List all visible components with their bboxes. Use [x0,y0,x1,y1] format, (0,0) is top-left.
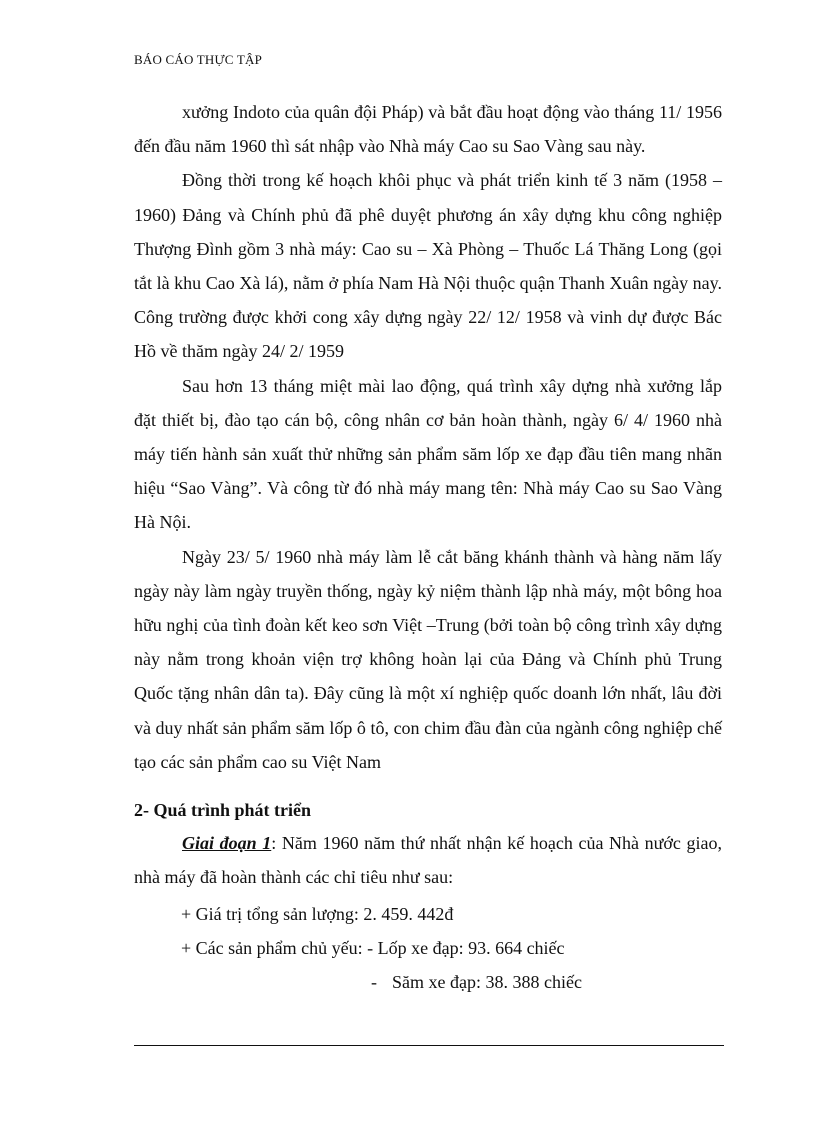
tubes-line: Săm xe đạp: 38. 388 chiếc [392,972,582,992]
tubes-dash: - [371,972,377,992]
section-title: 2- Quá trình phát triển [134,800,312,820]
stage-1-label: Giai đoạn 1 [182,833,272,853]
paragraph-3: Sau hơn 13 tháng miệt mài lao động, quá trình xây dựng nhà xưởng lắp đặt thiết bị, đào tạo cán bộ, công nhân cơ bản hoàn thành, ngày 6/ 4/ 1960 nhà máy tiến hành sản xuất thử những sản phẩm săm lốp xe đạp đầu tiên mang nhãn hiệu “Sao Vàng”. Và công từ đó nhà máy mang tên: Nhà máy Cao su Sao Vàng Hà Nội. [134,375,722,533]
stage-1-text: : Năm 1960 năm thứ nhất nhận kế hoạch của Nhà nước giao, nhà máy đã hoàn thành các chỉ tiêu như sau: [134,833,723,888]
paragraph-4: Ngày 23/ 5/ 1960 nhà máy làm lễ cắt băng khánh thành và hàng năm lấy ngày này làm ngày truyền thống, ngày kỷ niệm thành lập nhà máy, một bông hoa hữu nghị của tình đoàn kết keo sơn Việt –Trung (bởi toàn bộ công trình xây dựng này nằm trong khoản viện trợ không hoàn lại của Đảng và Chính phủ Trung Quốc tặng nhân dân ta). Đây cũng là một xí nghiệp quốc doanh lớn nhất, lâu đời và duy nhất sản phẩm săm lốp ô tô, con chim đầu đàn của ngành công nghiệp chế tạo các sản phẩm cao su Việt Nam [134,546,722,772]
stage-1-paragraph [134,826,722,894]
total-value-line: + Giá trị tổng sản lượng: 2. 459. 442đ [181,904,454,924]
document-body [134,95,722,779]
page-header: BÁO CÁO THỰC TẬP [134,52,263,67]
main-products-line: + Các sản phẩm chủ yếu: - Lốp xe đạp: 93. 664 chiếc [181,938,565,958]
paragraph-1: xưởng Indoto của quân đội Pháp) và bắt đầu hoạt động vào tháng 11/ 1956 đến đầu năm 1960 thì sát nhập vào Nhà máy Cao su Sao Vàng sau này. [134,102,722,157]
footer-rule [134,1045,724,1046]
paragraph-2: Đồng thời trong kế hoạch khôi phục và phát triển kinh tế 3 năm (1958 – 1960) Đảng và Chính phủ đã phê duyệt phương án xây dựng khu công nghiệp Thượng Đình gồm 3 nhà máy: Cao su – Xà Phòng – Thuốc Lá Thăng Long (gọi tắt là khu Cao Xà lá), nằm ở phía Nam Hà Nội thuộc quận Thanh Xuân ngày nay. Công trường được khởi cong xây dựng ngày 22/ 12/ 1958 và vinh dự được Bác Hồ về thăm ngày 24/ 2/ 1959 [134,170,722,362]
stage-1-block [134,826,722,894]
